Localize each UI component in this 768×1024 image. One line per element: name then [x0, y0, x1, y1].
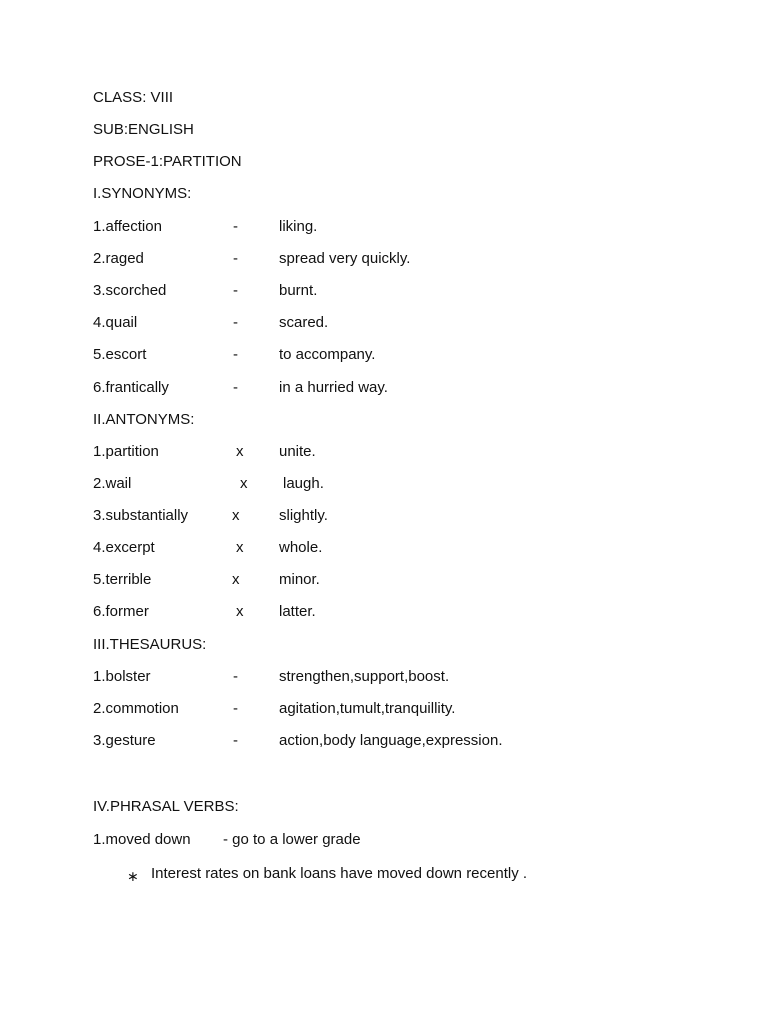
- antonym-separator: x: [236, 603, 244, 620]
- synonym-separator: -: [233, 346, 238, 363]
- antonym-term: 6.former: [93, 603, 149, 620]
- antonym-separator: x: [236, 539, 244, 556]
- thesaurus-term: 2.commotion: [93, 700, 179, 717]
- antonym-term: 2.wail: [93, 475, 132, 492]
- antonym-opposite: minor.: [279, 571, 320, 588]
- thesaurus-separator: -: [233, 668, 238, 685]
- phrasal-verb-term: 1.moved down: [93, 831, 191, 848]
- antonym-opposite: whole.: [279, 539, 323, 556]
- antonym-term: 5.terrible: [93, 571, 152, 588]
- synonym-meaning: in a hurried way.: [279, 379, 388, 396]
- synonym-separator: -: [233, 282, 238, 299]
- antonym-opposite: laugh.: [283, 475, 324, 492]
- synonym-term: 3.scorched: [93, 282, 167, 299]
- thesaurus-separator: -: [233, 700, 238, 717]
- asterisk-bullet-icon: ∗: [127, 868, 139, 884]
- synonym-separator: -: [233, 250, 238, 267]
- example-text: Interest rates on bank loans have moved down recently .: [151, 865, 528, 882]
- class-line: CLASS: VIII: [93, 89, 174, 106]
- synonym-meaning: burnt.: [279, 282, 318, 299]
- synonym-term: 2.raged: [93, 250, 144, 267]
- thesaurus-heading: III.THESAURUS:: [93, 636, 207, 653]
- antonym-opposite: slightly.: [279, 507, 328, 524]
- prose-title: PROSE-1:PARTITION: [93, 153, 242, 170]
- thesaurus-words: agitation,tumult,tranquillity.: [279, 700, 456, 717]
- synonym-meaning: spread very quickly.: [279, 250, 411, 267]
- synonym-term: 4.quail: [93, 314, 138, 331]
- phrasal-verbs-heading: IV.PHRASAL VERBS:: [93, 798, 239, 815]
- antonym-opposite: unite.: [279, 443, 316, 460]
- antonym-opposite: latter.: [279, 603, 316, 620]
- synonym-separator: -: [233, 314, 238, 331]
- antonym-term: 1.partition: [93, 443, 159, 460]
- synonym-term: 1.affection: [93, 218, 162, 235]
- thesaurus-words: strengthen,support,boost.: [279, 668, 450, 685]
- antonyms-heading: II.ANTONYMS:: [93, 411, 195, 428]
- antonym-separator: x: [236, 443, 244, 460]
- synonyms-heading: I.SYNONYMS:: [93, 185, 192, 202]
- antonym-term: 4.excerpt: [93, 539, 155, 556]
- subject-line: SUB:ENGLISH: [93, 121, 194, 138]
- thesaurus-separator: -: [233, 732, 238, 749]
- antonym-separator: x: [232, 507, 240, 524]
- synonym-meaning: liking.: [279, 218, 318, 235]
- synonym-meaning: scared.: [279, 314, 329, 331]
- thesaurus-term: 1.bolster: [93, 668, 151, 685]
- thesaurus-words: action,body language,expression.: [279, 732, 503, 749]
- synonym-term: 5.escort: [93, 346, 147, 363]
- synonym-meaning: to accompany.: [279, 346, 376, 363]
- synonym-separator: -: [233, 218, 238, 235]
- synonym-term: 6.frantically: [93, 379, 169, 396]
- thesaurus-term: 3.gesture: [93, 732, 156, 749]
- antonym-separator: x: [232, 571, 240, 588]
- phrasal-verb-meaning: - go to a lower grade: [223, 831, 361, 848]
- synonym-separator: -: [233, 379, 238, 396]
- antonym-separator: x: [240, 475, 248, 492]
- antonym-term: 3.substantially: [93, 507, 189, 524]
